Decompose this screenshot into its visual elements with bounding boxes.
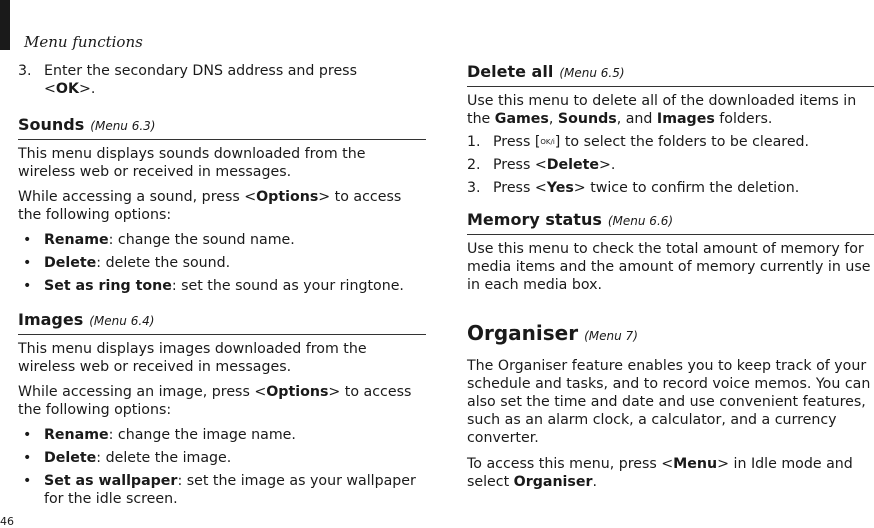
organiser-heading: Organiser (Menu 7) — [467, 321, 638, 345]
sounds-heading: Sounds (Menu 6.3) — [18, 115, 426, 140]
images-description: This menu displays images downloaded from the wireless web or received in messages. — [18, 341, 367, 375]
page-number: 46 — [0, 515, 14, 528]
organiser-access-text: To access this menu, press <Menu> in Idle mode and select Organiser. — [467, 456, 853, 490]
delete-all-step-3: 3. Press <Yes> twice to confirm the deletion. — [467, 180, 800, 196]
left-column — [18, 62, 426, 508]
header-bar — [0, 0, 10, 50]
memory-status-description: Use this menu to check the total amount of memory for media items and the amount of memory currently in use in each media box. — [467, 241, 871, 293]
page-header-title: Menu functions — [24, 33, 143, 51]
delete-all-step-1: 1. Press [OK/i] to select the folders to be cleared. — [467, 134, 810, 150]
sounds-option-ringtone: • Set as ring tone: set the sound as your ringtone. — [23, 278, 404, 294]
memory-status-heading: Memory status (Menu 6.6) — [467, 210, 874, 235]
images-access-text: While accessing an image, press <Options> to access the following options: — [18, 384, 412, 418]
sounds-option-delete: • Delete: delete the sound. — [23, 255, 231, 271]
images-option-rename: • Rename: change the image name. — [23, 427, 296, 443]
sounds-description: This menu displays sounds downloaded from the wireless web or received in messages. — [18, 146, 366, 180]
images-heading: Images (Menu 6.4) — [18, 310, 426, 335]
right-column — [467, 62, 874, 491]
sounds-access-text: While accessing a sound, press <Options> to access the following options: — [18, 189, 402, 223]
images-option-wallpaper: • Set as wallpaper: set the image as your wallpaper for the idle screen. — [23, 473, 416, 507]
step-3-dns: 3. Enter the secondary DNS address and press <OK>. — [18, 63, 357, 97]
ok-key-icon: OK/i — [540, 138, 555, 146]
delete-all-heading: Delete all (Menu 6.5) — [467, 62, 874, 87]
sounds-option-rename: • Rename: change the sound name. — [23, 232, 295, 248]
images-option-delete: • Delete: delete the image. — [23, 450, 232, 466]
organiser-description: The Organiser feature enables you to keep track of your schedule and tasks, and to record voice memos. You can also set the time and date and use convenient features, such as an alarm clock, a calculator, and a currency converter. — [467, 358, 871, 446]
delete-all-description: Use this menu to delete all of the downloaded items in the Games, Sounds, and Images folders. — [467, 93, 857, 127]
delete-all-step-2: 2. Press <Delete>. — [467, 157, 616, 173]
